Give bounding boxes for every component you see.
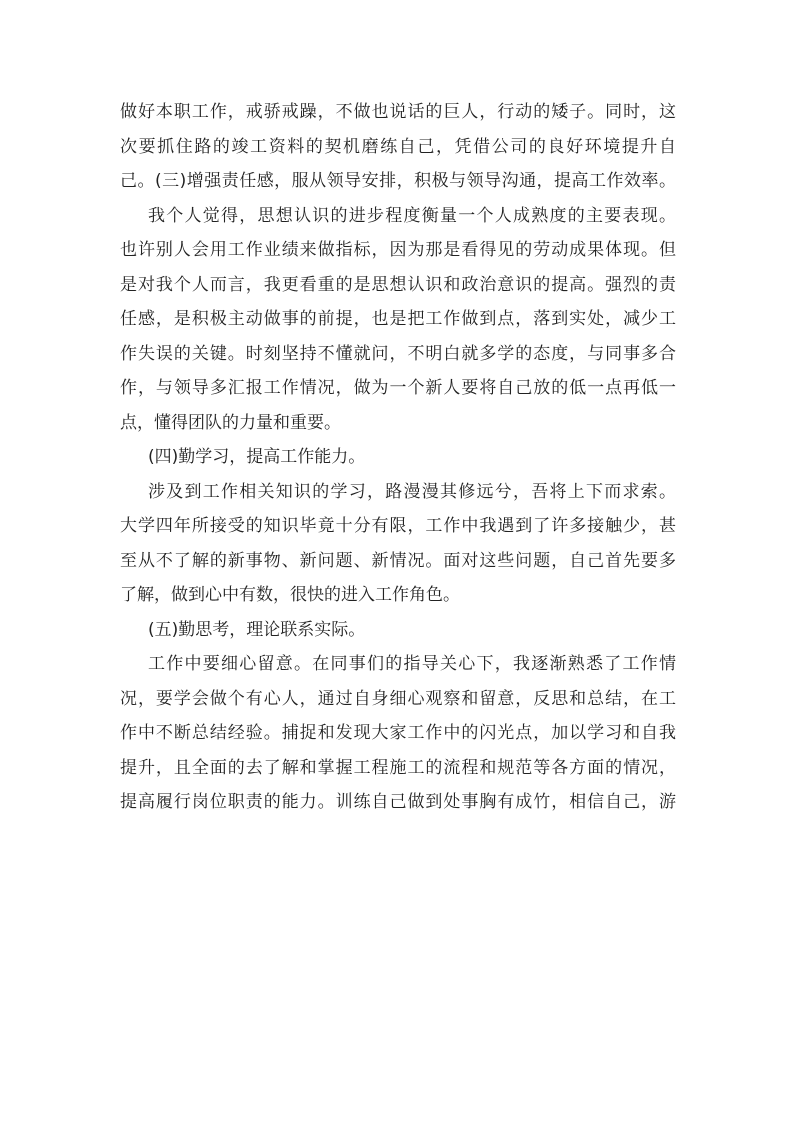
section-heading: (五)勤思考，理论联系实际。: [148, 619, 366, 640]
paragraph-start-line: 我个人觉得，思想认识的进步程度衡量一个人成熟度的主要表现。: [148, 205, 676, 226]
section-heading: (四)勤学习，提高工作能力。: [148, 447, 366, 467]
text-line: 况，要学会做个有心人，通过自身细心观察和留意，反思和总结，在工: [120, 688, 676, 709]
paragraph-end-line: 点，懂得团队的力量和重要。: [120, 412, 341, 433]
text-line: 提高履行岗位职责的能力。训练自己做到处事胸有成竹，相信自己，游: [120, 792, 676, 812]
text-line: 做好本职工作，戒骄戒躁，不做也说话的巨人，行动的矮子。同时，这: [120, 102, 676, 122]
paragraph-end-line: 了解，做到心中有数，很快的进入工作角色。: [120, 585, 460, 605]
paragraph-start-line: 涉及到工作相关知识的学习，路漫漫其修远兮，吾将上下而求索。: [148, 481, 676, 502]
text-line: 作失误的关键。时刻坚持不懂就问，不明白就多学的态度，与同事多合: [120, 343, 676, 364]
text-line: 大学四年所接受的知识毕竟十分有限，工作中我遇到了许多接触少，甚: [120, 516, 676, 536]
text-line: 是对我个人而言，我更看重的是思想认识和政治意识的提高。强烈的责: [120, 274, 676, 295]
paragraph-start-line: 工作中要细心留意。在同事们的指导关心下，我逐渐熟悉了工作情: [148, 654, 676, 674]
text-line: 提升，且全面的去了解和掌握工程施工的流程和规范等各方面的情况，: [120, 757, 676, 778]
text-line: 至从不了解的新事物、新问题、新情况。面对这些问题，自己首先要多: [120, 550, 676, 571]
text-line: 作，与领导多汇报工作情况，做为一个新人要将自己放的低一点再低一: [120, 378, 676, 398]
text-line: 己。(三)增强责任感，服从领导安排，积极与领导沟通，提高工作效率。: [120, 171, 676, 191]
text-line: 次要抓住路的竣工资料的契机磨练自己，凭借公司的良好环境提升自: [120, 136, 676, 157]
text-line: 也许别人会用工作业绩来做指标，因为那是看得见的劳动成果体现。但: [120, 240, 676, 260]
text-line: 作中不断总结经验。捕捉和发现大家工作中的闪光点，加以学习和自我: [120, 723, 676, 743]
text-line: 任感，是积极主动做事的前提，也是把工作做到点，落到实处，减少工: [120, 309, 676, 329]
